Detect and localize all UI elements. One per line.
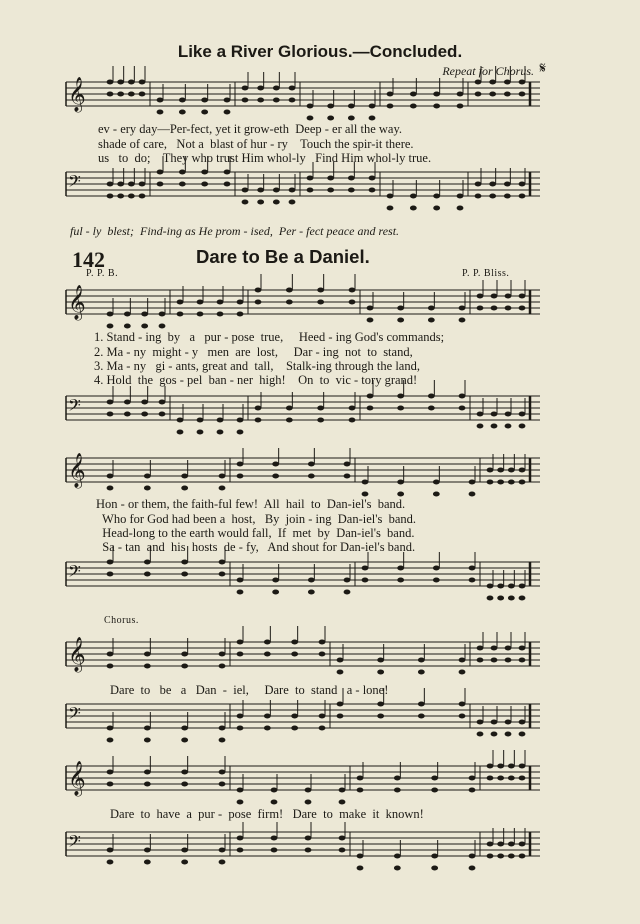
svg-text:𝄞: 𝄞 xyxy=(68,761,86,796)
svg-text:𝄞: 𝄞 xyxy=(68,637,86,672)
verse-line: Sa - tan and his hosts de - fy, And shout for Dan-iel's band. xyxy=(96,540,416,554)
verse-line: 1. Stand - ing by a pur - pose true, Heed - ing God's commands; xyxy=(94,330,445,344)
verse-line: Head-long to the earth would fall, If met by Dan-iel's band. xyxy=(96,526,415,540)
svg-text:𝄢: 𝄢 xyxy=(68,831,81,855)
verse-line: 2. Ma - ny might - y men are lost, Dar - ing not to stand, xyxy=(94,345,413,359)
svg-text:𝄞: 𝄞 xyxy=(68,285,86,320)
hymn-title: Dare to Be a Daniel. xyxy=(196,246,370,267)
repeat-note: Repeat for Chorus. xyxy=(442,64,534,78)
verse-line: ev - ery day—Per-fect, yet it grow-eth Deep - er all the way. xyxy=(98,122,403,136)
svg-text:𝄢: 𝄢 xyxy=(68,395,81,419)
chorus-label: Chorus. xyxy=(104,615,139,626)
verse-line: Who for God had been a host, By join - ing Dan-iel's band. xyxy=(96,512,417,526)
svg-text:𝄢: 𝄢 xyxy=(68,561,81,585)
words-credit: P. P. B. xyxy=(86,268,119,279)
svg-text:𝄢: 𝄢 xyxy=(68,171,81,195)
chorus-line: Dare to have a pur - pose firm! Dare to make it known! xyxy=(110,807,424,821)
verse-line: 4. Hold the gos - pel ban - ner high! On to vic - tory grand! xyxy=(94,373,418,387)
verse-line: 3. Ma - ny gi - ants, great and tall, Stalk-ing through the land, xyxy=(94,359,420,373)
segno-sign: 𝄋 xyxy=(539,61,546,77)
hymn-number: 142 xyxy=(72,247,105,272)
svg-text:𝄢: 𝄢 xyxy=(68,703,81,727)
svg-text:𝄞: 𝄞 xyxy=(68,77,86,112)
chorus-line: Dare to be a Dan - iel, Dare to stand a - lone! xyxy=(110,683,389,697)
music-credit: P. P. Bliss. xyxy=(462,268,510,279)
hymn-title-concluded: Like a River Glorious.—Concluded. xyxy=(177,42,463,61)
verse-line: us to do; They who trust Him whol-ly Find Him whol-ly true. xyxy=(98,151,432,165)
svg-text:𝄞: 𝄞 xyxy=(68,453,86,488)
verse-line: Hon - or them, the faith-ful few! All hail to Dan-iel's band. xyxy=(96,497,406,511)
chorus-line: ful - ly blest; Find-ing as He prom - ised, Per - fect peace and rest. xyxy=(70,224,400,238)
verse-line: shade of care, Not a blast of hur - ry Touch the spir-it there. xyxy=(98,137,414,151)
